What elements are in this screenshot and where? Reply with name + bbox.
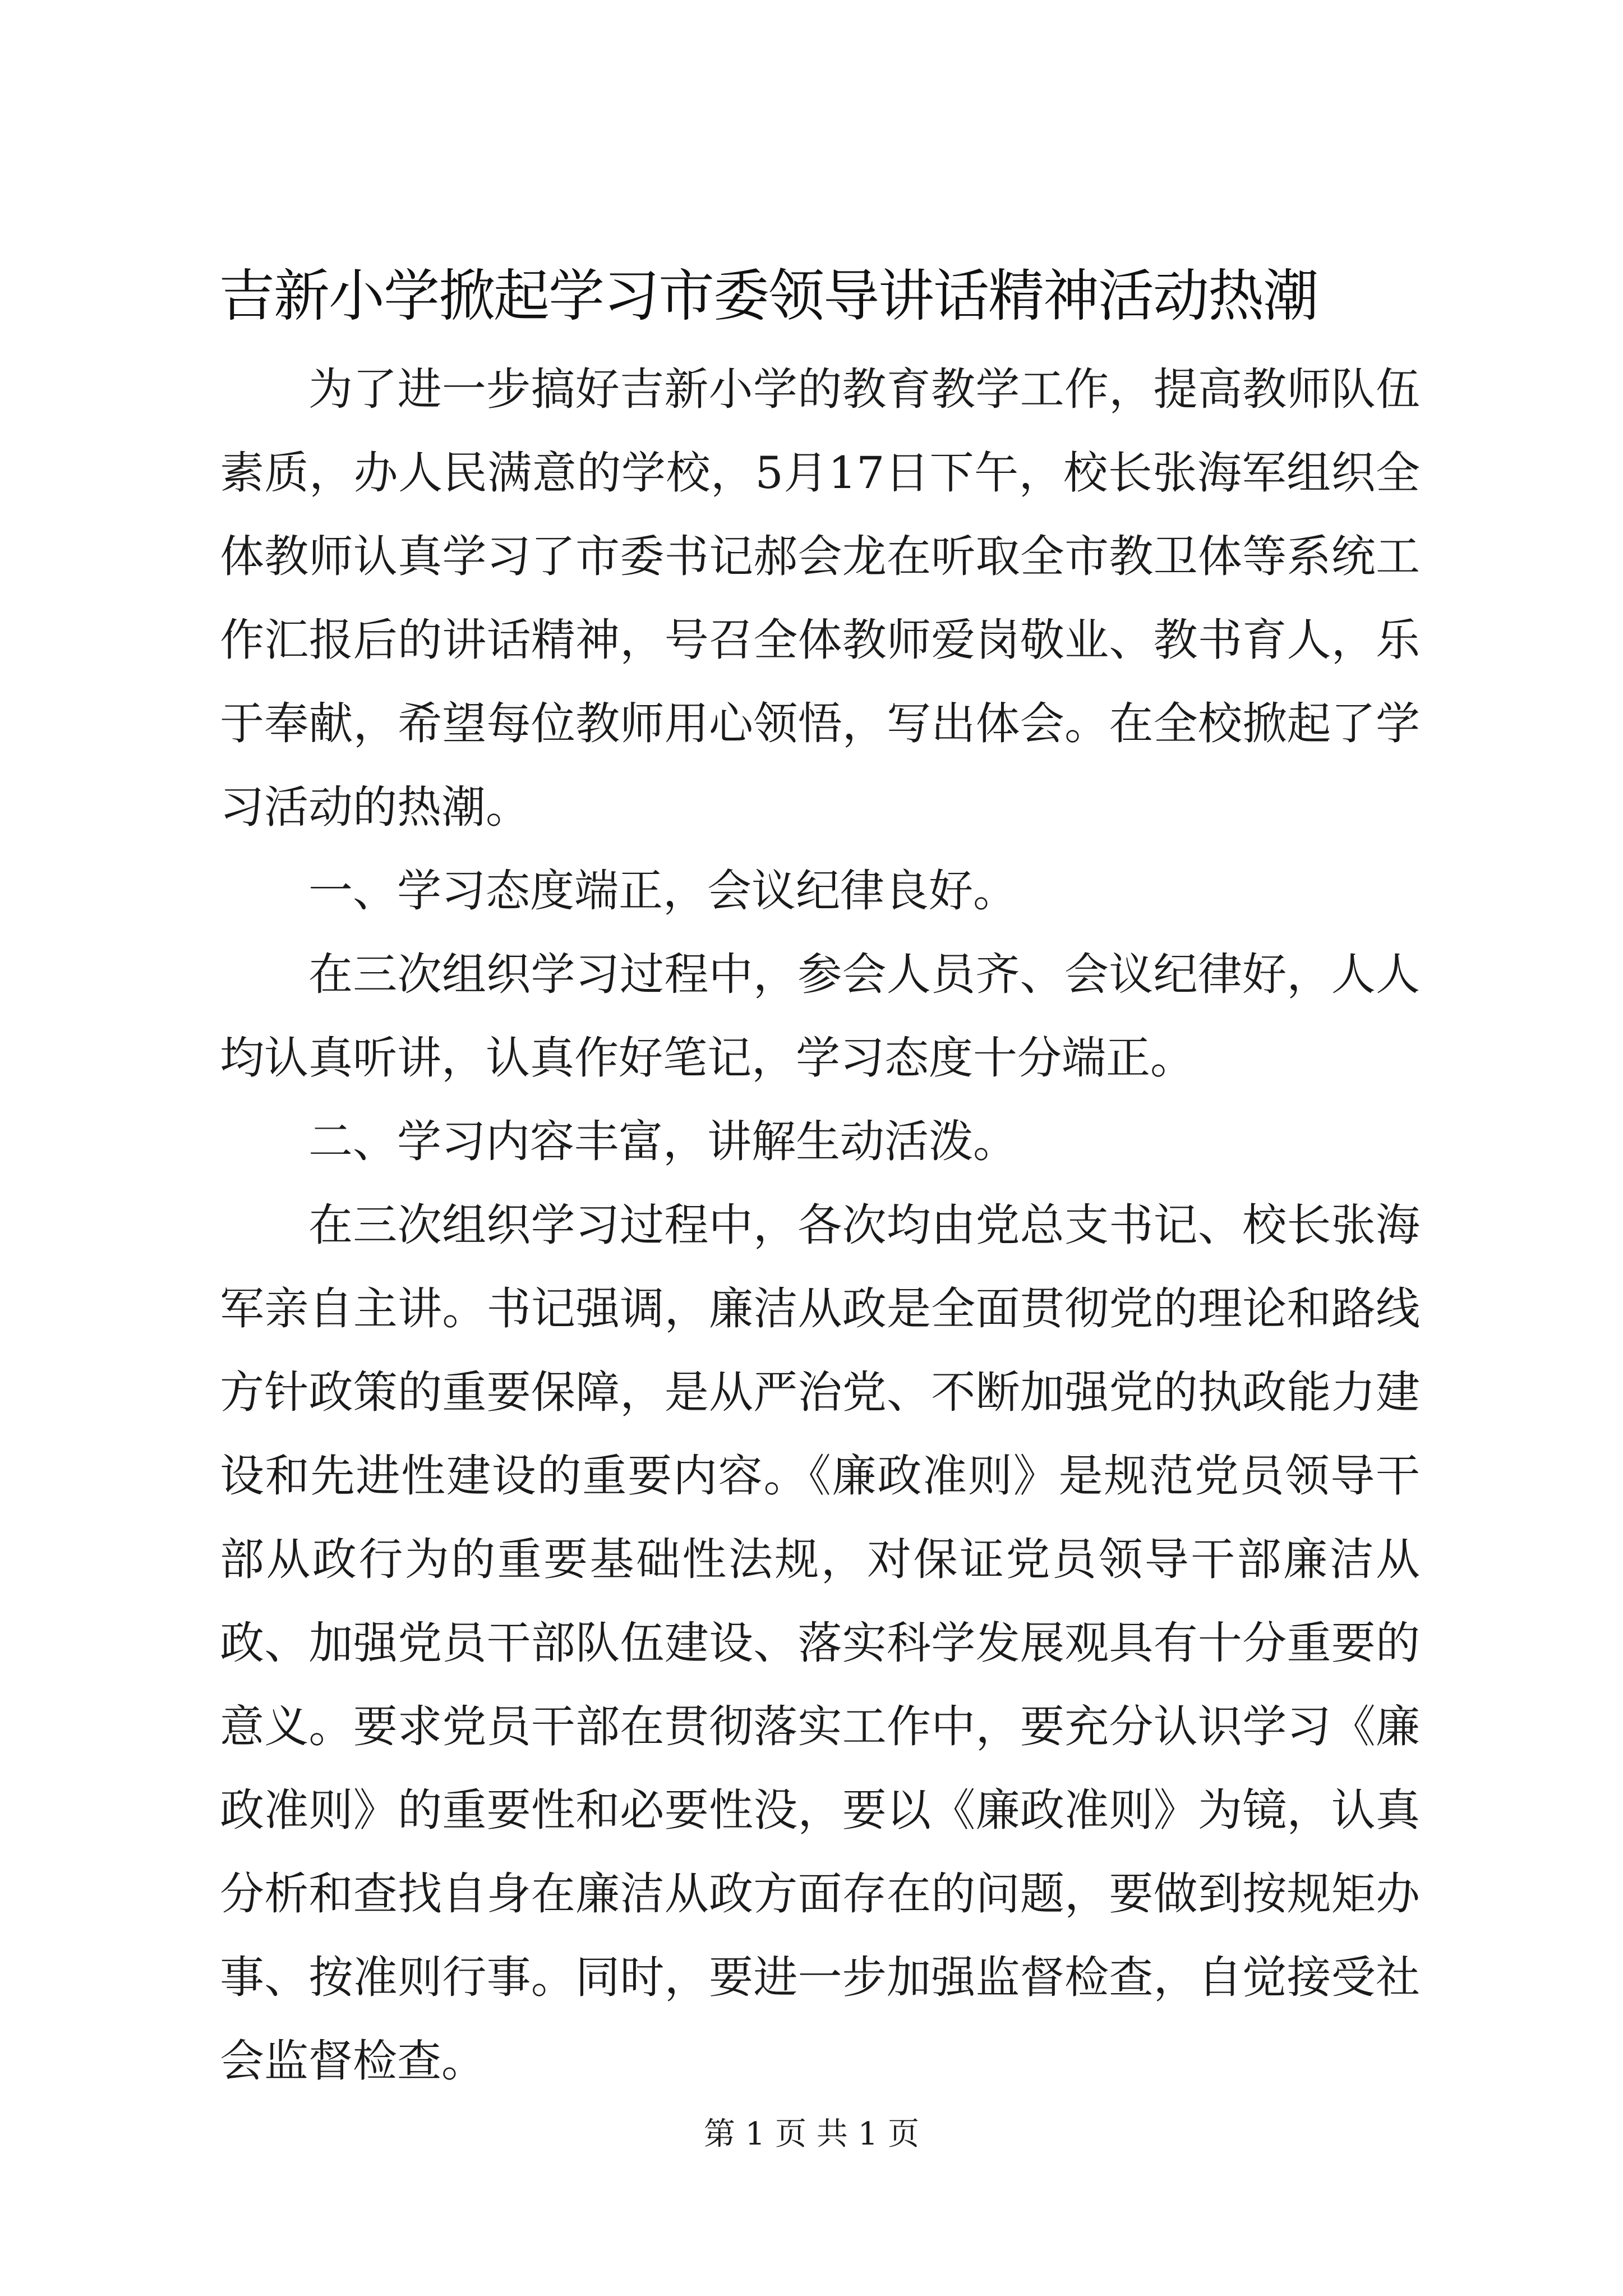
paragraph-intro: 为了进一步搞好吉新小学的教育教学工作，提高教师队伍素质，办人民满意的学校，5月17日下午，校长张海军组织全体教师认真学习了市委书记郝会龙在听取全市教卫体等系统工作汇报后的讲话精神，号召全体教师爱岗敬业、教书育人，乐于奉献，希望每位教师用心领悟，写出体会。在全校掀起了学习活动的热潮。 xyxy=(220,364,1420,833)
paragraph-section-1: 在三次组织学习过程中，参会人员齐、会议纪律好，人人均认真听讲，认真作好笔记，学习态度十分端正。 xyxy=(220,949,1420,1084)
section-heading-1: 一、学习态度端正，会议纪律良好。 xyxy=(308,865,1017,917)
section-heading-2: 二、学习内容丰富，讲解生动活泼。 xyxy=(308,1116,1017,1167)
document-title: 吉新小学掀起学习市委领导讲话精神活动热潮 xyxy=(219,263,1318,329)
page-footer: 第 1 页 共 1 页 xyxy=(703,2116,920,2152)
paragraph-section-2: 在三次组织学习过程中，各次均由党总支书记、校长张海军亲自主讲。书记强调，廉洁从政是全面贯彻党的理论和路线方针政策的重要保障，是从严治党、不断加强党的执政能力建设和先进性建设的重要内容。《廉政准则》是规范党员领导干部从政行为的重要基础性法规，对保证党员领导干部廉洁从政、加强党员干部队伍建设、落实科学发展观具有十分重要的意义。要求党员干部在贯彻落实工作中，要充分认识学习《廉政准则》的重要性和必要性没，要以《廉政准则》为镜，认真分析和查找自身在廉洁从政方面存在的问题，要做到按规矩办事、按准则行事。同时，要进一步加强监督检查，自觉接受社会监督检查。 xyxy=(220,1199,1420,2087)
document-body xyxy=(220,348,1420,2103)
